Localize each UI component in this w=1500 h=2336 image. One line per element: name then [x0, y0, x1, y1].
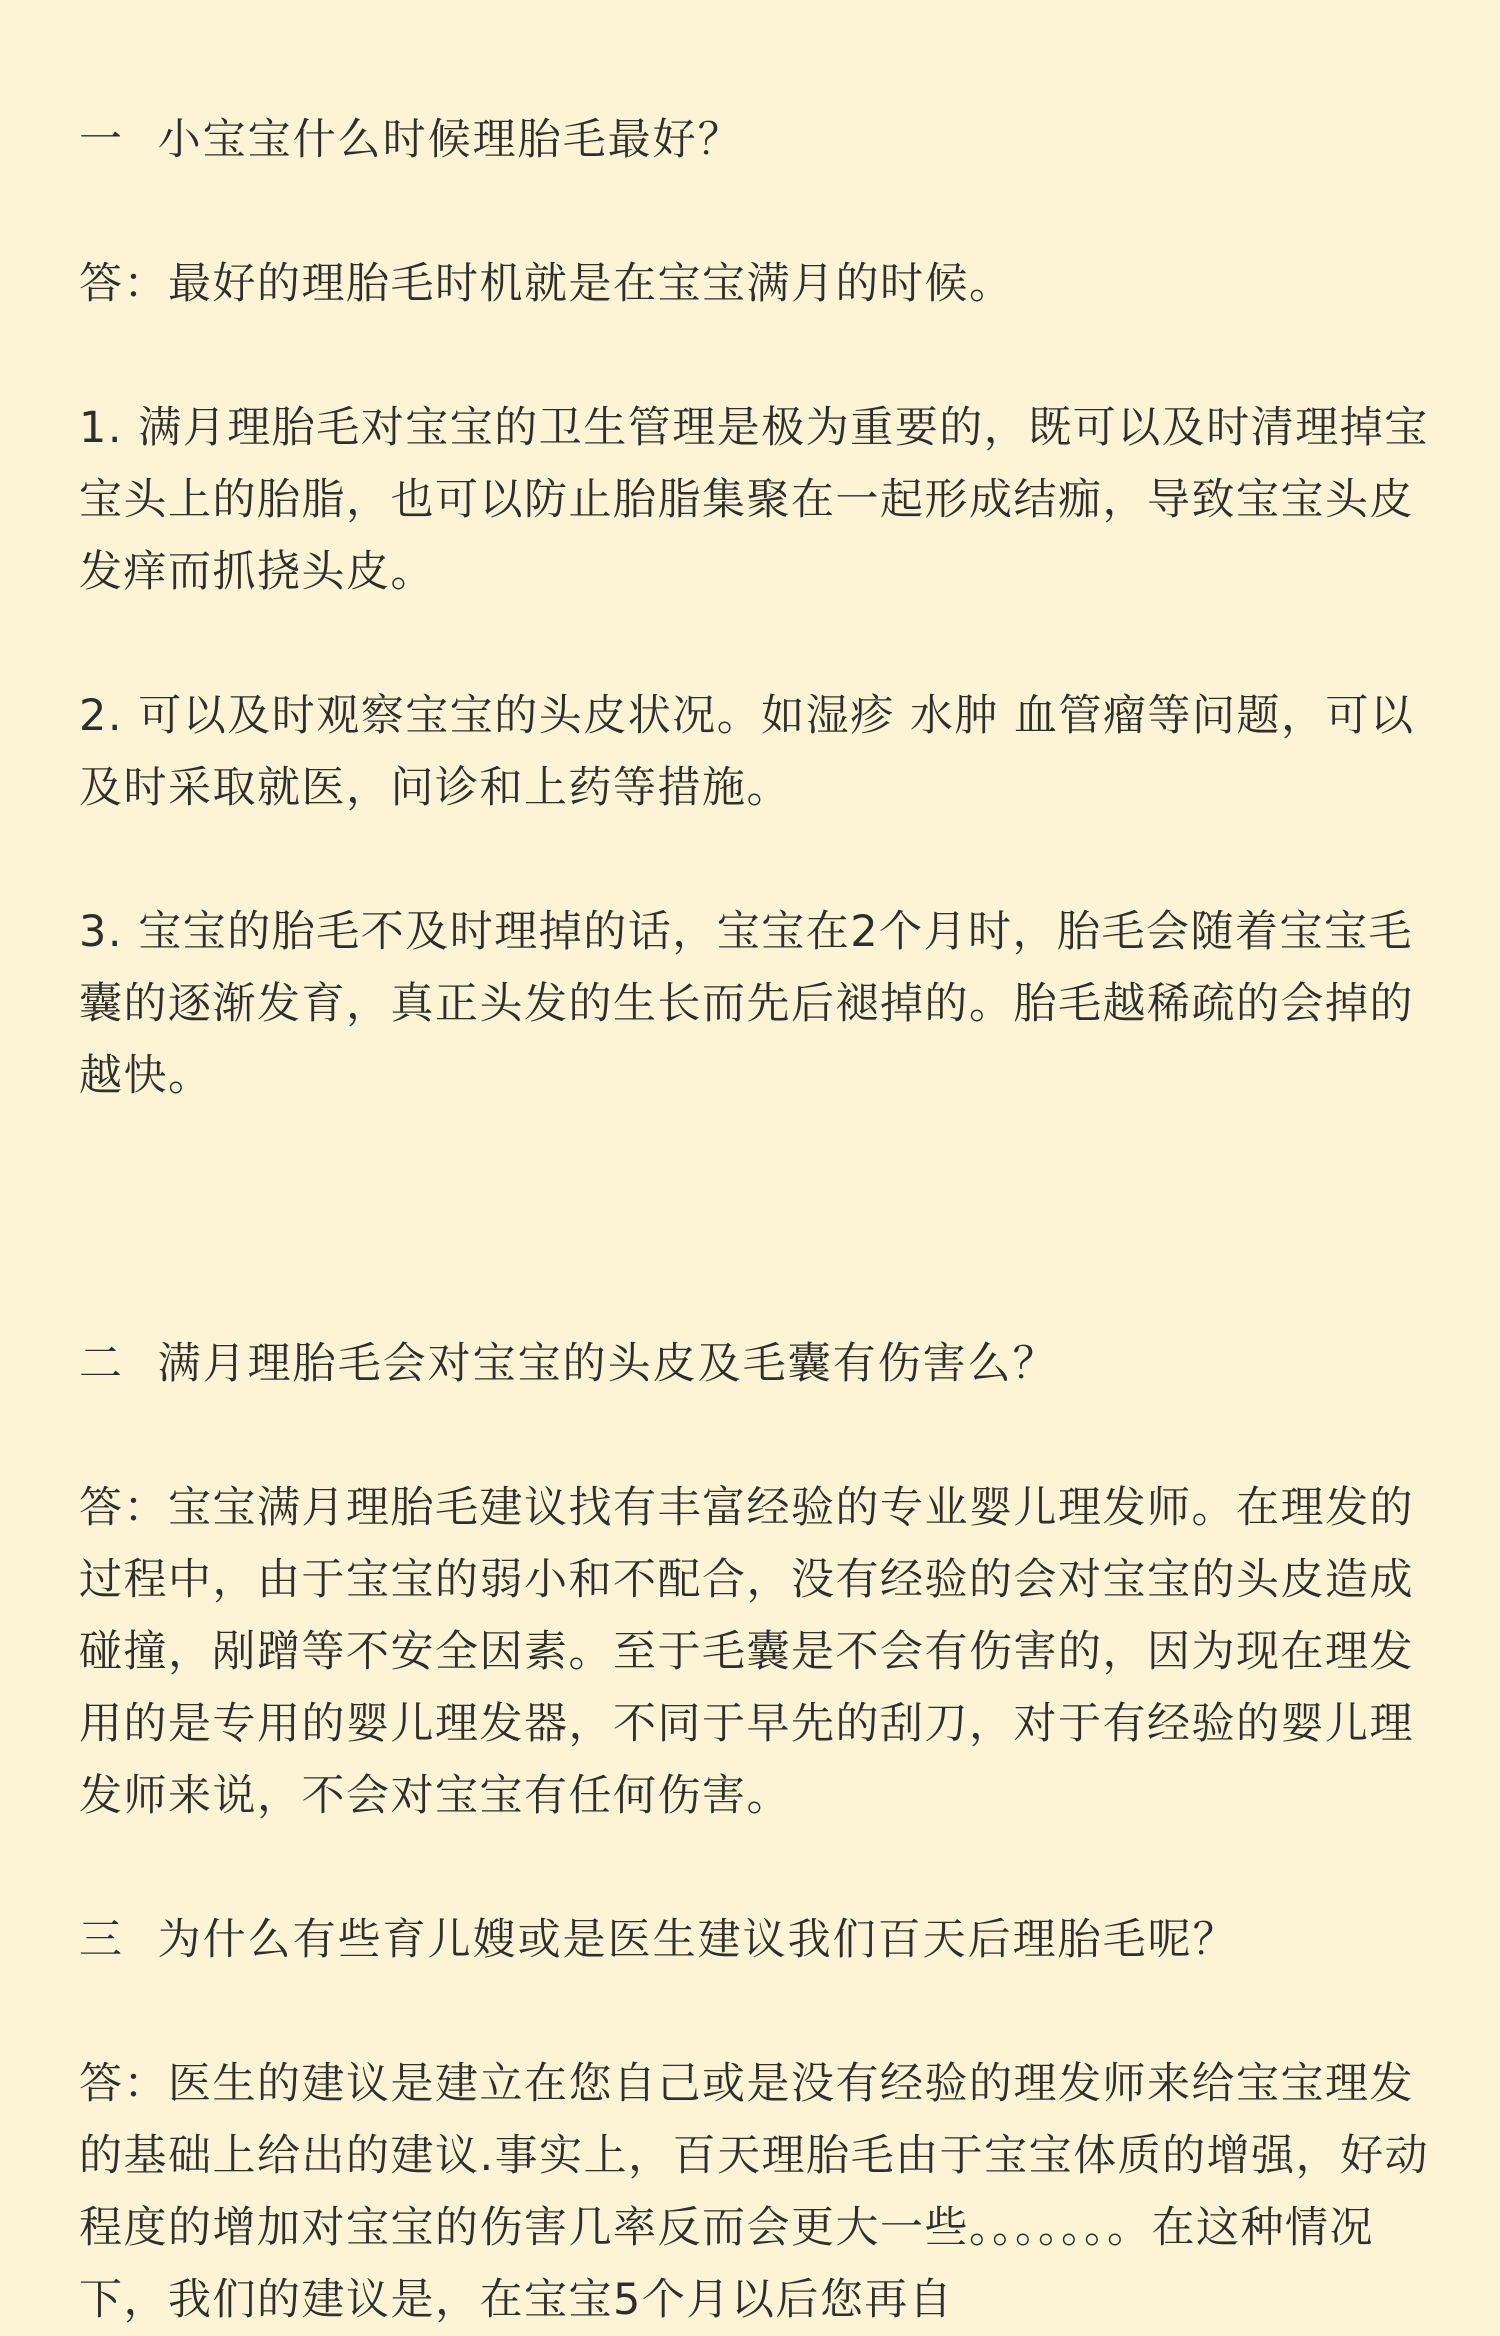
- question-1-point-2: 2. 可以及时观察宝宝的头皮状况。如湿疹 水肿 血管瘤等问题，可以及时采取就医，问诊和上药等措施。: [79, 691, 1415, 813]
- question-2-number: 二: [79, 1339, 124, 1389]
- question-1-point-3: 3. 宝宝的胎毛不及时理掉的话，宝宝在2个月时，胎毛会随着宝宝毛囊的逐渐发育，真正头发的生长而先后褪掉的。胎毛越稀疏的会掉的越快。: [79, 907, 1414, 1101]
- question-2-title: 满月理胎毛会对宝宝的头皮及毛囊有伤害么？: [157, 1339, 1058, 1389]
- question-3-heading: [79, 1904, 1439, 1976]
- question-3-number: 三: [79, 1915, 124, 1965]
- question-2-heading: [79, 1328, 1439, 1400]
- question-1-number: 一: [79, 115, 124, 165]
- question-1-point-1: 1. 满月理胎毛对宝宝的卫生管理是极为重要的，既可以及时清理掉宝宝头上的胎脂，也可以防止胎脂集聚在一起形成结痂，导致宝宝头皮发痒而抓挠头皮。: [79, 403, 1429, 597]
- question-3-title: 为什么有些育儿嫂或是医生建议我们百天后理胎毛呢？: [157, 1915, 1238, 1965]
- article-body: [79, 104, 1439, 2336]
- question-1-answer: 答：最好的理胎毛时机就是在宝宝满月的时候。: [79, 259, 1014, 309]
- question-2-answer: 答：宝宝满月理胎毛建议找有丰富经验的专业婴儿理发师。在理发的过程中，由于宝宝的弱小和不配合，没有经验的会对宝宝的头皮造成碰撞，剐蹭等不安全因素。至于毛囊是不会有伤害的，因为现在理发用的是专用的婴儿理发器，不同于早先的刮刀，对于有经验的婴儿理发师来说，不会对宝宝有任何伤害。: [79, 1483, 1414, 1821]
- question-1-title: 小宝宝什么时候理胎毛最好？: [157, 115, 743, 165]
- question-1-heading: [79, 104, 1439, 176]
- question-3-answer: 答：医生的建议是建立在您自己或是没有经验的理发师来给宝宝理发的基础上给出的建议.事实上，百天理胎毛由于宝宝体质的增强，好动程度的增加对宝宝的伤害几率反而会更大一些。。。。。。。在这种情况下，我们的建议是，在宝宝5个月以后您再自: [79, 2059, 1430, 2325]
